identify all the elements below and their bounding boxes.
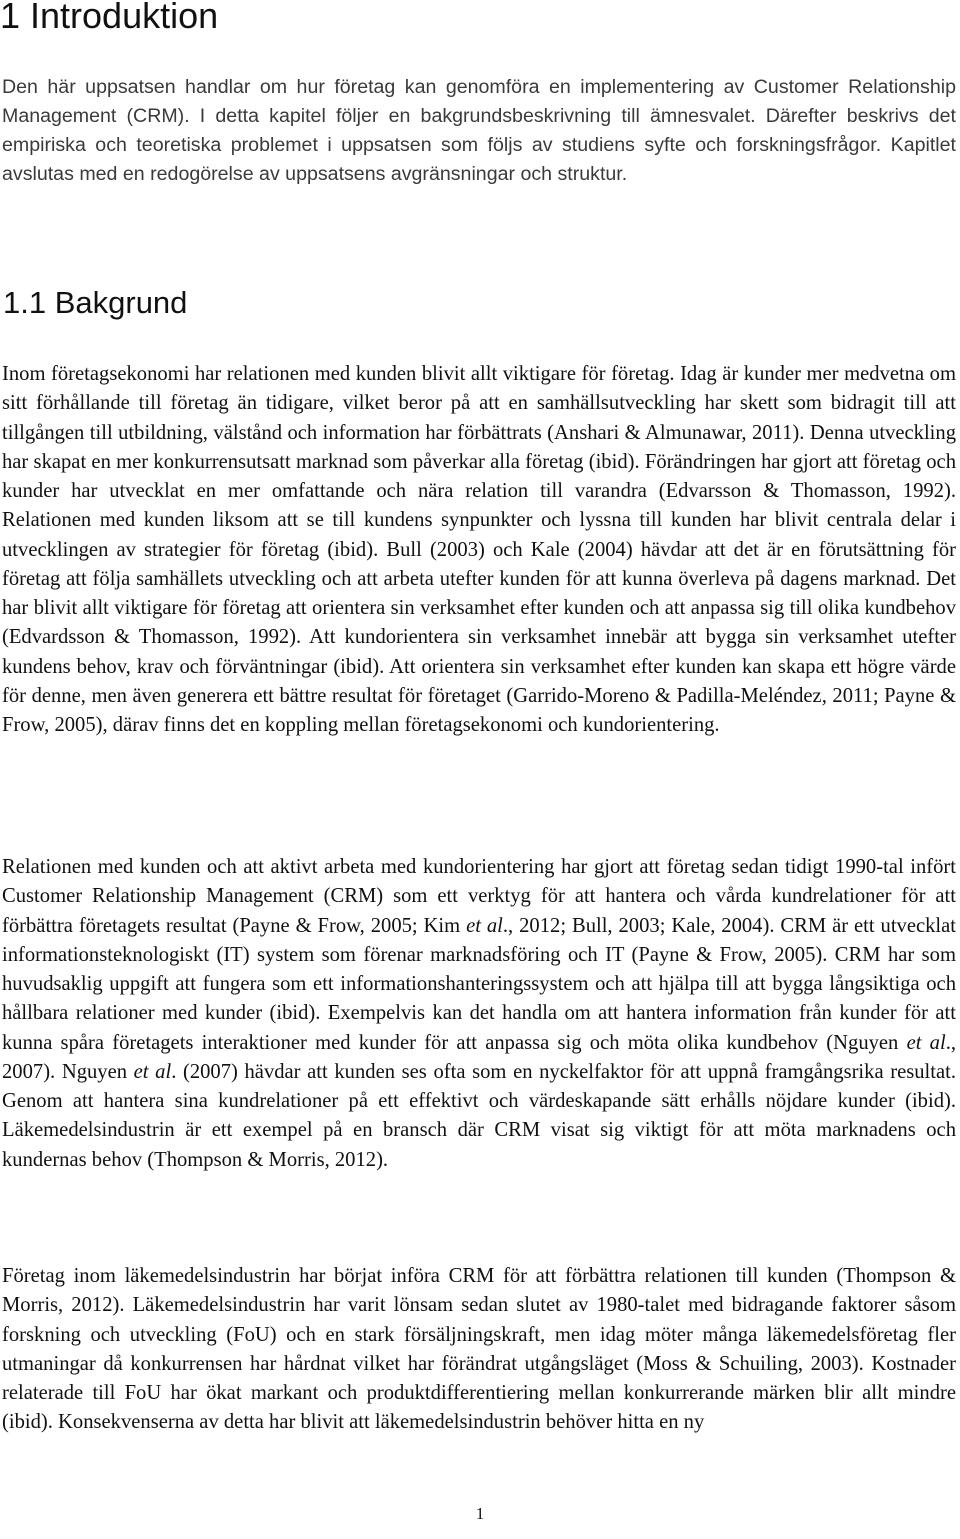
body-paragraph-2: [2, 853, 956, 1175]
chapter-heading: 1 Introduktion: [0, 0, 219, 36]
text-run: ., 2007). Nguyen: [2, 1031, 956, 1083]
body-paragraph-3: Företag inom läkemedelsindustrin har börjat införa CRM för att förbättra relationen till kunden (Thompson & Morris, 2012). Läkemedelsindustrin har varit lönsam sedan slutet av 1980-talet med bidragande faktorer såsom forskning och utveckling (FoU) och en stark försäljningskraft, men idag möter många läkemedelsföretag fler utmaningar då konkurrensen har hårdnat vilket har förändrat utgångsläget (Moss & Schuiling, 2003). Kostnader relaterade till FoU har ökat markant och produktdifferentiering mellan konkurrerande märken blir allt mindre (ibid). Konsekvenserna av detta har blivit att läkemedelsindustrin behöver hitta en ny: [2, 1265, 956, 1434]
section-heading: 1.1 Bakgrund: [3, 285, 188, 320]
text-run: . (2007) hävdar att kunden ses ofta som en nyckelfaktor för att uppnå framgångsrika resultat. Genom att hantera sina kundrelationer på ett effektivt och värdeskapande sätt erhålls nöjdare kunder (ibid). Läkemedelsindustrin är ett exempel på en bransch där CRM visat sig viktigt för att möta marknadens och kundernas behov (Thompson & Morris, 2012).: [2, 1060, 956, 1171]
page-number: 1: [475, 1504, 485, 1523]
body-paragraph-1: Inom företagsekonomi har relationen med kunden blivit allt viktigare för företag. Idag är kunder mer medvetna om sitt förhållande till företag än tidigare, vilket beror på att en samhällsutveckling har skett som bidragit till att tillgången till utbildning, välstånd och information har förbättrats (Anshari & Almunawar, 2011). Denna utveckling har skapat en mer konkurrensutsatt marknad som påverkar alla företag (ibid). Förändringen har gjort att företag och kunder har utvecklat en mer omfattande och nära relation till varandra (Edvarsson & Thomasson, 1992). Relationen med kunden liksom att se till kundens synpunkter och lyssna till kunden har blivit centrala delar i utvecklingen av strategier för företag (ibid). Bull (2003) och Kale (2004) hävdar att det är en förutsättning för företag att följa samhällets utveckling och att arbeta utefter kunden för att kunna överleva på dagens marknad. Det har blivit allt viktigare för företag att orientera sin verksamhet efter kunden och att anpassa sig till olika kundbehov (Edvardsson & Thomasson, 1992). Att kundorientera sin verksamhet innebär att bygga sin verksamhet utefter kundens behov, krav och förväntningar (ibid). Att orientera sin verksamhet efter kunden kan skapa ett högre värde för denne, men även generera ett bättre resultat för företaget (Garrido-Moreno & Padilla-Meléndez, 2011; Payne & Frow, 2005), därav finns det en koppling mellan företagsekonomi och kundorientering.: [2, 363, 956, 736]
italic-text: et al: [466, 914, 503, 937]
italic-text: et al: [133, 1060, 172, 1083]
text-run: Relationen med kunden och att aktivt arbeta med kundorientering har gjort att företag sedan tidigt 1990-tal infört Customer Relationship Management (CRM) som ett verktyg för att hantera och vårda kundrelationer för att förbättra företagets resultat (Payne & Frow, 2005; Kim: [2, 856, 956, 937]
italic-text: et al: [906, 1031, 946, 1054]
text-run: ., 2012; Bull, 2003; Kale, 2004). CRM är ett utvecklat informationsteknologiskt (IT) system som förenar marknadsföring och IT (Payne & Frow, 2005). CRM har som huvudsaklig uppgift att fungera som ett informationshanteringssystem och att hjälpa till att bygga långsiktiga och hållbara relationer med kunder (ibid). Exempelvis kan det handla om att hantera information från kunder för att kunna spåra företagets interaktioner med kunder för att anpassa sig och möta olika kundbehov (Nguyen: [2, 914, 957, 1054]
intro-paragraph: Den här uppsatsen handlar om hur företag kan genomföra en implementering av Customer Relationship Management (CRM). I detta kapitel följer en bakgrundsbeskrivning till ämnesvalet. Därefter beskrivs det empiriska och teoretiska problemet i uppsatsen som följs av studiens syfte och forskningsfrågor. Kapitlet avslutas med en redogörelse av uppsatsens avgränsningar och struktur.: [2, 76, 956, 185]
